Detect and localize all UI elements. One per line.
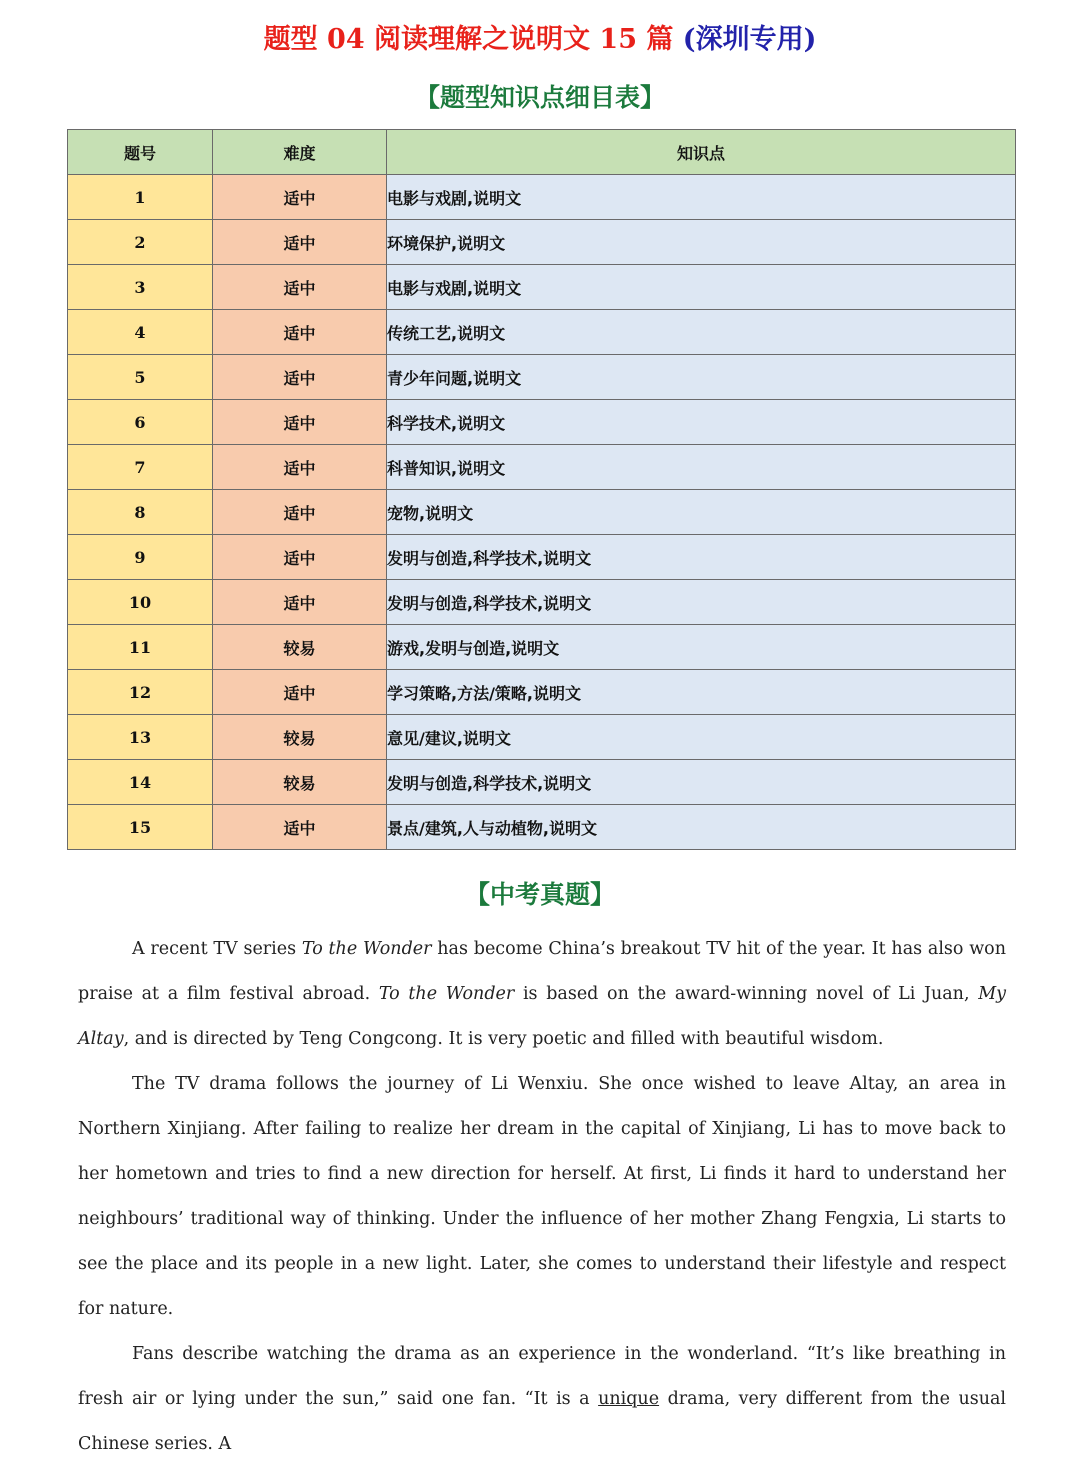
cell-number: 6 <box>68 400 213 445</box>
passage-paragraph-3 <box>78 1332 1006 1467</box>
cell-number: 2 <box>68 220 213 265</box>
cell-difficulty: 较易 <box>213 715 387 760</box>
table-row <box>68 535 1016 580</box>
cell-number: 8 <box>68 490 213 535</box>
cell-knowledge: 发明与创造,科学技术,说明文 <box>387 535 1016 580</box>
header-difficulty: 难度 <box>213 130 387 175</box>
document-title <box>0 20 1080 60</box>
cell-number: 1 <box>68 175 213 220</box>
cell-knowledge: 宠物,说明文 <box>387 490 1016 535</box>
cell-knowledge: 发明与创造,科学技术,说明文 <box>387 580 1016 625</box>
table-row <box>68 175 1016 220</box>
reading-passage <box>78 927 1006 1467</box>
cell-difficulty: 适中 <box>213 670 387 715</box>
cell-difficulty: 适中 <box>213 400 387 445</box>
cell-difficulty: 适中 <box>213 805 387 850</box>
header-knowledge: 知识点 <box>387 130 1016 175</box>
header-number: 题号 <box>68 130 213 175</box>
table-row <box>68 760 1016 805</box>
cell-difficulty: 适中 <box>213 310 387 355</box>
cell-number: 12 <box>68 670 213 715</box>
cell-number: 10 <box>68 580 213 625</box>
passage-text: has become China’s breakout TV hit of the year. It has also won praise at a film festival abroad. <box>78 939 1006 1004</box>
cell-difficulty: 适中 <box>213 580 387 625</box>
table-row <box>68 670 1016 715</box>
cell-number: 3 <box>68 265 213 310</box>
table-row <box>68 625 1016 670</box>
cell-knowledge: 意见/建议,说明文 <box>387 715 1016 760</box>
cell-knowledge: 科学技术,说明文 <box>387 400 1016 445</box>
table-row <box>68 715 1016 760</box>
cell-number: 15 <box>68 805 213 850</box>
cell-knowledge: 环境保护,说明文 <box>387 220 1016 265</box>
cell-difficulty: 适中 <box>213 535 387 580</box>
knowledge-table <box>67 129 1016 850</box>
cell-knowledge: 游戏,发明与创造,说明文 <box>387 625 1016 670</box>
passage-text: Fans describe watching the drama as an experience in the wonderland. “It’s like breathing in fresh air or lying under the sun,” said one fan. “It is a <box>78 1344 1006 1409</box>
cell-knowledge: 电影与戏剧,说明文 <box>387 175 1016 220</box>
cell-difficulty: 适中 <box>213 355 387 400</box>
cell-difficulty: 较易 <box>213 760 387 805</box>
passage-paragraph-2: The TV drama follows the journey of Li Wenxiu. She once wished to leave Altay, an area in Northern Xinjiang. After failing to realize her dream in the capital of Xinjiang, Li has to move back to her hometown and tries to find a new direction for herself. At first, Li finds it hard to understand her neighbours’ traditional way of thinking. Under the influence of her mother Zhang Fengxia, Li starts to see the place and its people in a new light. Later, she comes to understand their lifestyle and respect for nature. <box>78 1074 1006 1319</box>
table-row <box>68 445 1016 490</box>
cell-number: 11 <box>68 625 213 670</box>
cell-knowledge: 传统工艺,说明文 <box>387 310 1016 355</box>
cell-knowledge: 发明与创造,科学技术,说明文 <box>387 760 1016 805</box>
cell-knowledge: 青少年问题,说明文 <box>387 355 1016 400</box>
table-row <box>68 490 1016 535</box>
cell-difficulty: 较易 <box>213 625 387 670</box>
cell-knowledge: 科普知识,说明文 <box>387 445 1016 490</box>
document-title-region: (深圳专用) <box>682 24 817 55</box>
table-body <box>68 175 1016 850</box>
cell-number: 7 <box>68 445 213 490</box>
table-row <box>68 265 1016 310</box>
cell-knowledge: 景点/建筑,人与动植物,说明文 <box>387 805 1016 850</box>
table-row <box>68 220 1016 265</box>
cell-number: 4 <box>68 310 213 355</box>
cell-number: 9 <box>68 535 213 580</box>
cell-number: 5 <box>68 355 213 400</box>
cell-difficulty: 适中 <box>213 490 387 535</box>
passage-title-italic: To the Wonder <box>378 984 515 1004</box>
cell-difficulty: 适中 <box>213 445 387 490</box>
cell-knowledge: 电影与戏剧,说明文 <box>387 265 1016 310</box>
table-row <box>68 580 1016 625</box>
cell-number: 13 <box>68 715 213 760</box>
passage-title-italic: To the Wonder <box>301 939 432 959</box>
cell-difficulty: 适中 <box>213 175 387 220</box>
cell-difficulty: 适中 <box>213 220 387 265</box>
table-row <box>68 310 1016 355</box>
section-title-exam: 【中考真题】 <box>464 880 615 909</box>
document-title-main: 题型 04 阅读理解之说明文 15 篇 <box>263 24 674 55</box>
passage-text: , and is directed by Teng Congcong. It is very poetic and filled with beautiful wisdom. <box>123 1029 884 1049</box>
table-row <box>68 400 1016 445</box>
cell-knowledge: 学习策略,方法/策略,说明文 <box>387 670 1016 715</box>
passage-text: A recent TV series <box>132 939 302 959</box>
passage-text: drama, very different from the usual Chinese series. A <box>78 1389 1006 1454</box>
passage-title-italic: My Altay <box>78 984 1007 1049</box>
table-header-row <box>68 130 1016 175</box>
table-row <box>68 355 1016 400</box>
cell-number: 14 <box>68 760 213 805</box>
cell-difficulty: 适中 <box>213 265 387 310</box>
table-row <box>68 805 1016 850</box>
section-title-knowledge-table: 【题型知识点细目表】 <box>414 83 665 112</box>
underlined-word: unique <box>598 1389 660 1409</box>
passage-text: is based on the award-winning novel of Li Juan, <box>514 984 979 1004</box>
passage-paragraph-1 <box>78 927 1006 1062</box>
